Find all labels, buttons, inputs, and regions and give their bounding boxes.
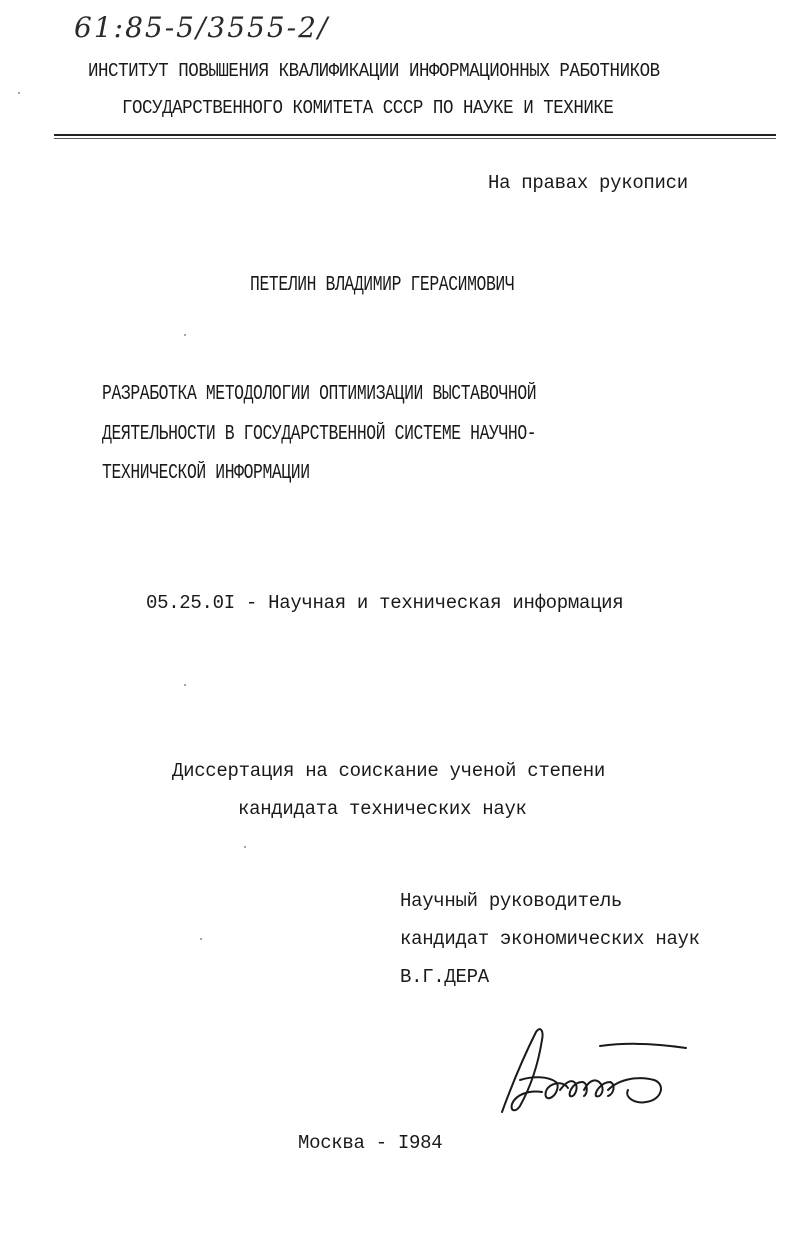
supervisor-degree: кандидат экономических наук [400, 928, 700, 950]
specialty-code: 05.25.0I - Научная и техническая информация [146, 592, 624, 614]
supervisor-role: Научный руководитель [400, 890, 623, 912]
header-institute-line2: ГОСУДАРСТВЕННОГО КОМИТЕТА СССР ПО НАУКЕ И ТЕХНИКЕ [122, 97, 614, 119]
scan-speck [184, 684, 186, 686]
scan-speck [244, 846, 246, 848]
header-divider-thin [54, 138, 776, 139]
scan-speck [184, 334, 186, 336]
header-divider [54, 134, 776, 136]
scan-speck [18, 92, 20, 94]
header-institute-line1: ИНСТИТУТ ПОВЫШЕНИЯ КВАЛИФИКАЦИИ ИНФОРМАЦИОННЫХ РАБОТНИКОВ [88, 60, 660, 82]
place-and-year: Москва - I984 [298, 1132, 443, 1154]
manuscript-rights: На правах рукописи [488, 172, 688, 194]
degree-line1: Диссертация на соискание ученой степени [172, 760, 605, 782]
scan-speck [200, 938, 202, 940]
archive-number-handwritten: 61:85-5/3555-2/ [74, 11, 330, 44]
supervisor-signature [490, 1020, 690, 1120]
title-line3: ТЕХНИЧЕСКОЙ ИНФОРМАЦИИ [102, 462, 310, 485]
title-line2: ДЕЯТЕЛЬНОСТИ В ГОСУДАРСТВЕННОЙ СИСТЕМЕ НАУЧНО- [102, 423, 537, 446]
author-name: ПЕТЕЛИН ВЛАДИМИР ГЕРАСИМОВИЧ [250, 274, 515, 297]
degree-line2: кандидата технических наук [238, 798, 527, 820]
title-line1: РАЗРАБОТКА МЕТОДОЛОГИИ ОПТИМИЗАЦИИ ВЫСТАВОЧНОЙ [102, 383, 537, 406]
supervisor-name: В.Г.ДЕРА [400, 966, 489, 988]
